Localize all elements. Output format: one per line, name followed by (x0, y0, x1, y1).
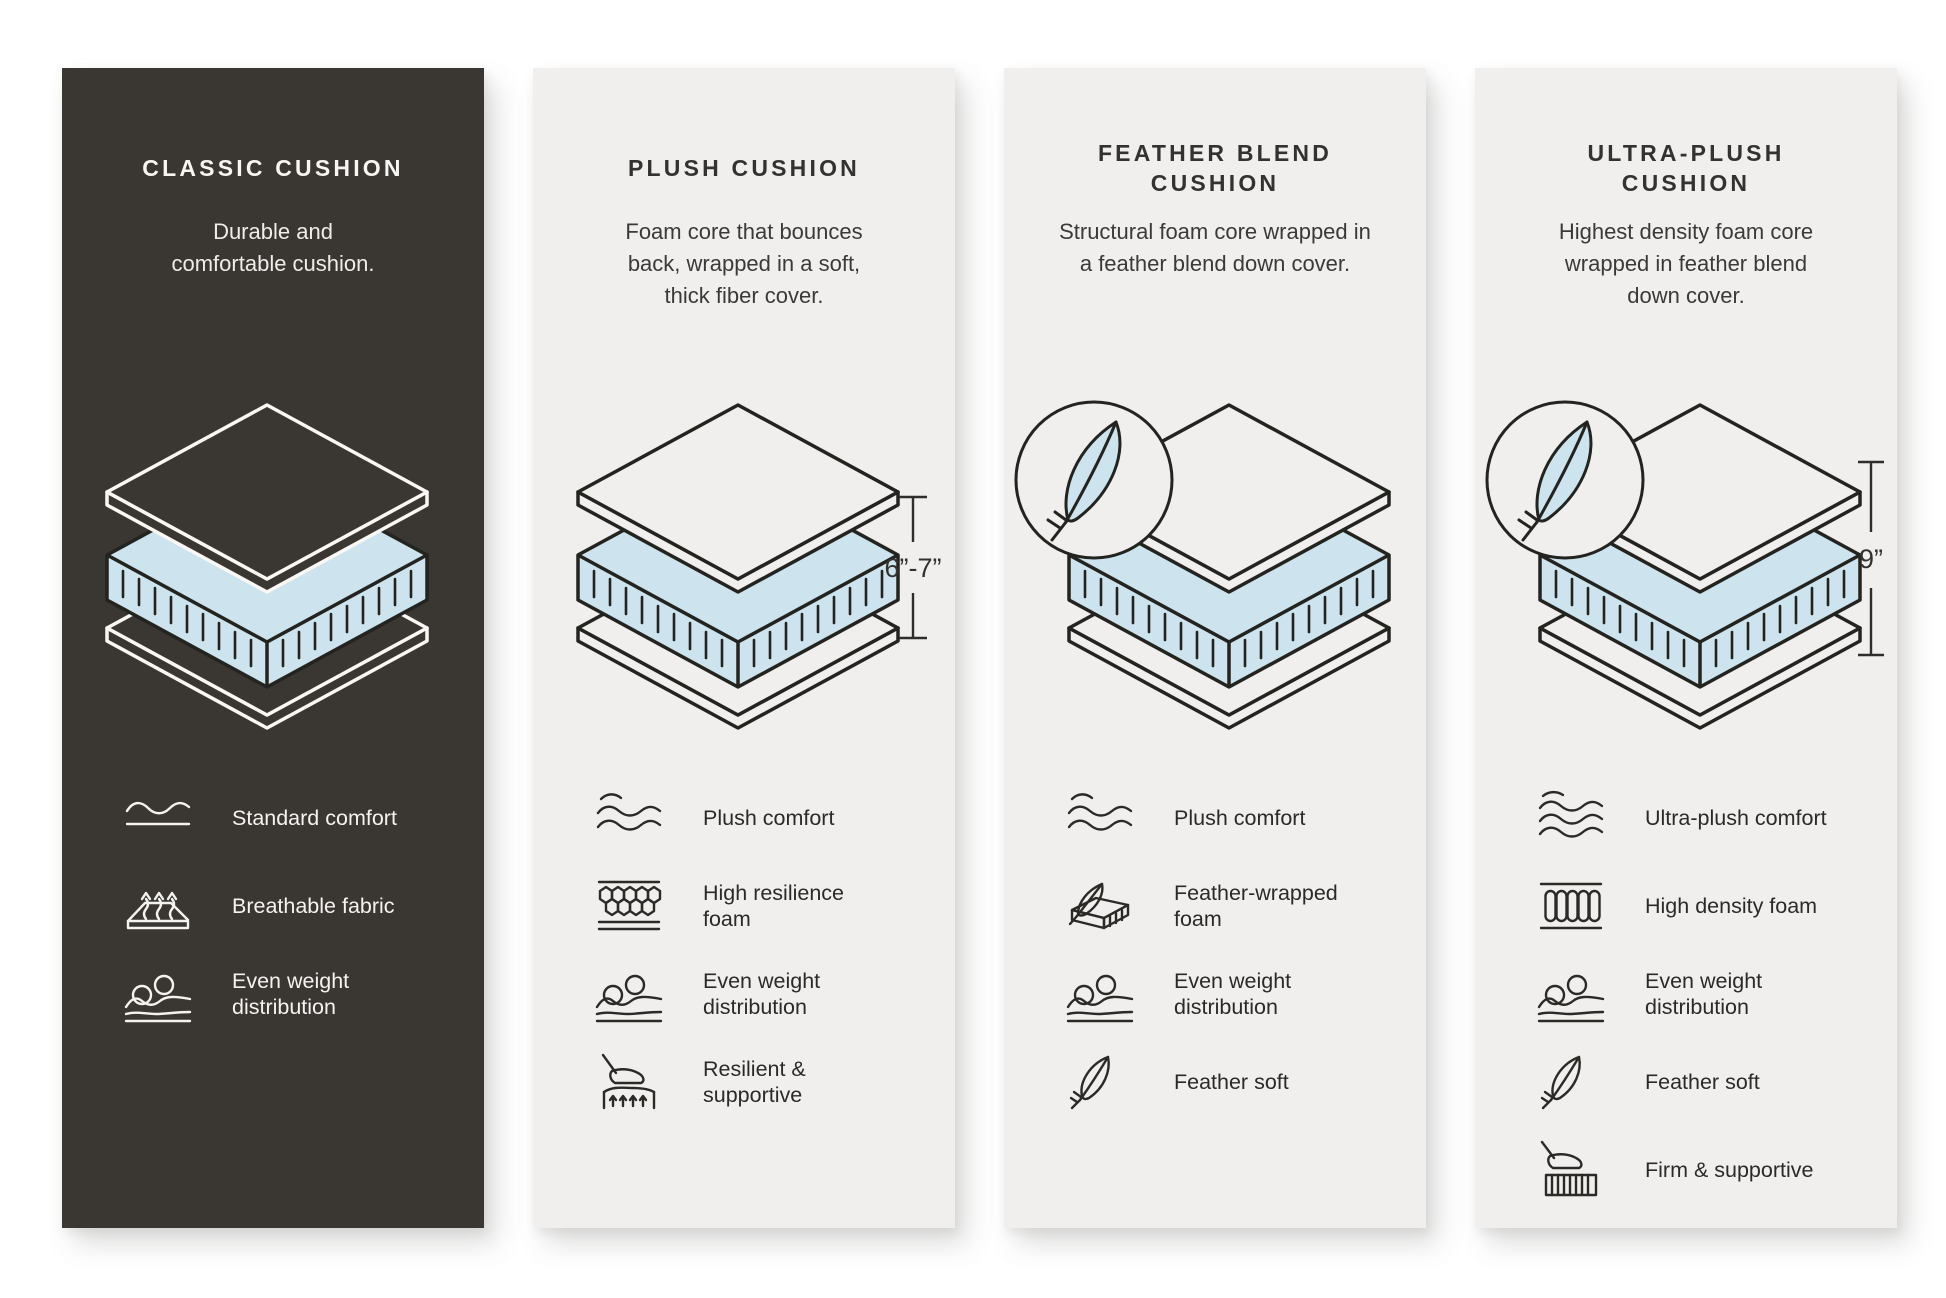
feature-row (1475, 785, 1897, 851)
height-measurement-bracket (1858, 462, 1884, 655)
feature-list (1475, 785, 1897, 1203)
height-label: 9” (1858, 544, 1884, 574)
card-title-line: CLASSIC CUSHION (142, 155, 404, 181)
card-description-line: a feather blend down cover. (1079, 251, 1351, 276)
even-weight-distribution-icon (589, 962, 669, 1026)
ultra-plush-cushion-card (1475, 68, 1897, 1228)
plush-cushion-card (533, 68, 955, 1228)
layered-cushion-illustration (72, 390, 474, 735)
card-title (1004, 68, 1426, 200)
feature-row (1475, 1137, 1897, 1203)
feature-row (62, 873, 484, 939)
feather-wrapped-foam-icon (1060, 874, 1140, 938)
layered-cushion-illustration (1485, 390, 1887, 735)
feather-badge-icon (1016, 402, 1172, 558)
feature-row (1004, 1049, 1426, 1115)
classic-cushion-card (62, 68, 484, 1228)
resilient-supportive-icon (589, 1050, 669, 1114)
card-description-line: Structural foam core wrapped in (1059, 219, 1371, 244)
feature-label: Feather soft (1645, 1070, 1760, 1094)
height-measurement-bracket (884, 497, 941, 638)
feature-label: Even weight distribution (703, 969, 821, 1019)
feature-label: Feather soft (1174, 1070, 1289, 1094)
card-title-line: FEATHER BLEND (1097, 140, 1333, 166)
feature-label: High resilience foam (703, 881, 845, 931)
feature-label: Ultra-plush comfort (1645, 806, 1827, 830)
even-weight-distribution-icon (118, 962, 198, 1026)
plush-comfort-waves-icon (589, 786, 669, 850)
feature-row (533, 873, 955, 939)
card-description-line: comfortable cushion. (171, 251, 375, 276)
feature-row (533, 1049, 955, 1115)
feature-list (1004, 785, 1426, 1115)
feature-label: Even weight distribution (232, 969, 350, 1019)
feature-row (62, 785, 484, 851)
feature-label: Plush comfort (1174, 806, 1306, 830)
feature-row (1475, 1049, 1897, 1115)
high-density-foam-icon (1531, 874, 1611, 938)
card-title (62, 68, 484, 200)
card-title-line: CUSHION (1621, 170, 1751, 196)
card-description-line: back, wrapped in a soft, (627, 251, 861, 276)
feature-row (1004, 785, 1426, 851)
firm-supportive-icon (1531, 1138, 1611, 1202)
feature-row (533, 785, 955, 851)
card-title (1475, 68, 1897, 200)
feature-label: Firm & supportive (1645, 1158, 1814, 1182)
feature-list (62, 785, 484, 1027)
height-label: 6”-7” (884, 553, 942, 583)
card-description-line: wrapped in feather blend (1564, 251, 1808, 276)
feature-label: Feather-wrapped foam (1174, 881, 1338, 931)
high-resilience-foam-icon (589, 874, 669, 938)
feather-soft-icon (1060, 1050, 1140, 1114)
feather-badge-icon (1487, 402, 1643, 558)
even-weight-distribution-icon (1060, 962, 1140, 1026)
card-description (1004, 216, 1426, 346)
card-title-line: CUSHION (1150, 170, 1280, 196)
ultra-plush-comfort-waves-icon (1531, 786, 1611, 850)
feature-row (62, 961, 484, 1027)
card-description-line: Foam core that bounces (625, 219, 863, 244)
card-title-line: ULTRA-PLUSH (1587, 140, 1785, 166)
standard-comfort-wave-icon (118, 786, 198, 850)
card-description (533, 216, 955, 346)
feature-label: Breathable fabric (232, 894, 395, 918)
layered-cushion-illustration (1014, 390, 1416, 735)
even-weight-distribution-icon (1531, 962, 1611, 1026)
breathable-fabric-icon (118, 874, 198, 938)
feather-blend-cushion-card (1004, 68, 1426, 1228)
plush-comfort-waves-icon (1060, 786, 1140, 850)
card-description (1475, 216, 1897, 346)
feature-row (1475, 873, 1897, 939)
feature-label: Plush comfort (703, 806, 835, 830)
feature-row (1004, 961, 1426, 1027)
feature-label: High density foam (1645, 894, 1818, 918)
feature-row (1004, 873, 1426, 939)
layered-cushion-illustration (543, 390, 945, 735)
cushion-layers-diagram (1004, 390, 1426, 735)
feature-label: Even weight distribution (1174, 969, 1292, 1019)
card-title (533, 68, 955, 200)
feature-row (533, 961, 955, 1027)
card-title-line: PLUSH CUSHION (627, 155, 860, 181)
card-description (62, 216, 484, 346)
feature-label: Resilient & supportive (703, 1057, 806, 1107)
feature-list (533, 785, 955, 1115)
cushion-layers-diagram (1475, 390, 1897, 735)
card-description-line: Durable and (213, 219, 333, 244)
feature-label: Even weight distribution (1645, 969, 1763, 1019)
feature-label: Standard comfort (232, 806, 397, 830)
cushion-layers-diagram (533, 390, 955, 735)
feather-soft-icon (1531, 1050, 1611, 1114)
card-description-line: down cover. (1627, 283, 1745, 308)
card-description-line: thick fiber cover. (664, 283, 824, 308)
cushion-layers-diagram (62, 390, 484, 735)
feature-row (1475, 961, 1897, 1027)
card-description-line: Highest density foam core (1558, 219, 1814, 244)
